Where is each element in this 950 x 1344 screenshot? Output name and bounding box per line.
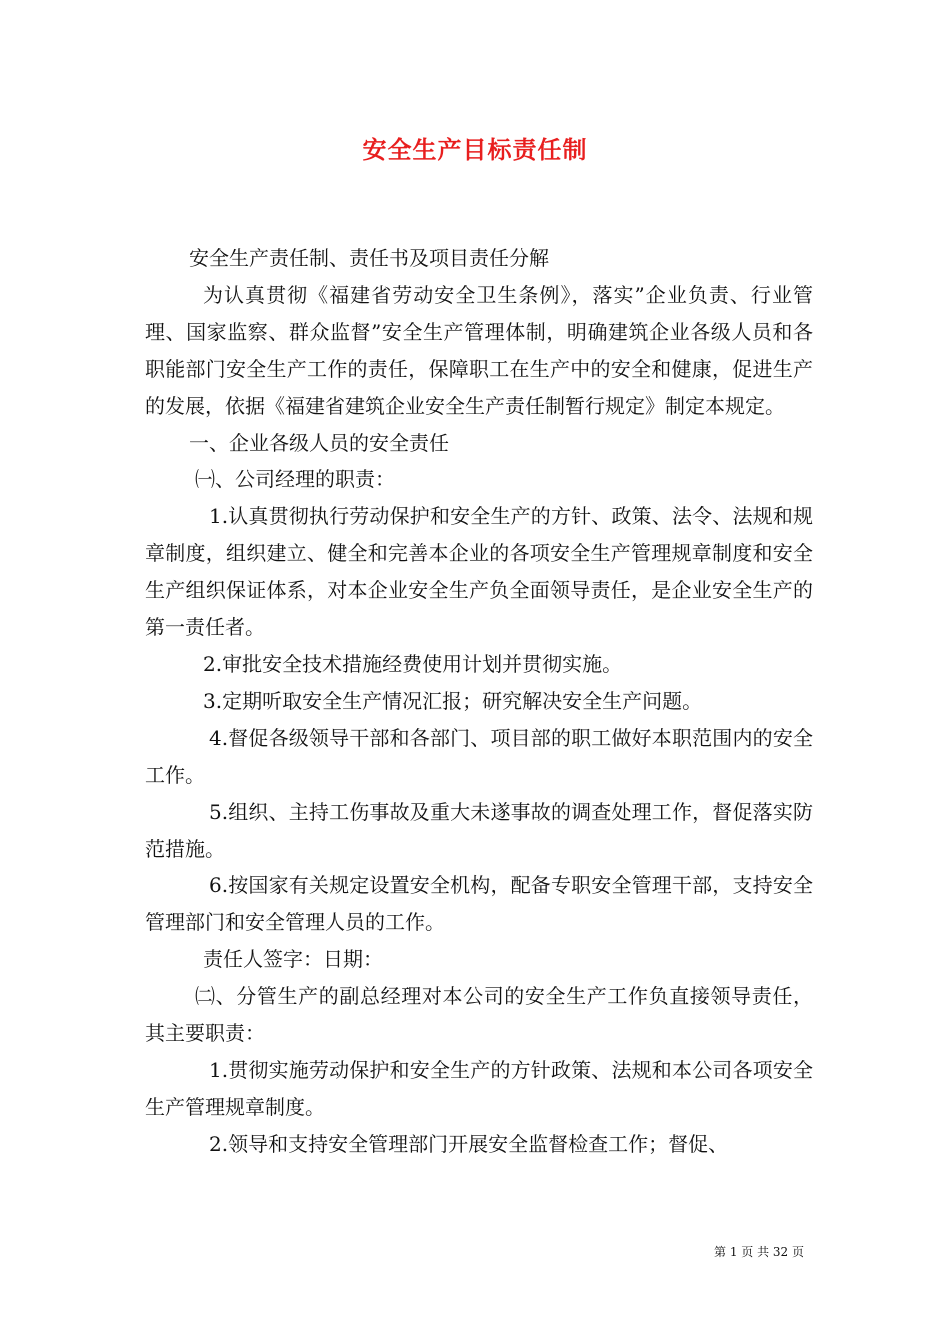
paragraph: ㈡、分管生产的副总经理对本公司的安全生产工作负直接领导责任，其主要职责： bbox=[145, 984, 813, 1046]
paragraph: 2.领导和支持安全管理部门开展安全监督检查工作；督促、 bbox=[209, 1131, 729, 1156]
paragraph: 一、企业各级人员的安全责任 bbox=[189, 430, 449, 455]
document-title: 安全生产目标责任制 bbox=[362, 135, 588, 164]
paragraph: ㈠、公司经理的职责： bbox=[195, 467, 395, 492]
paragraph: 1.贯彻实施劳动保护和安全生产的方针政策、法规和本公司各项安全生产管理规章制度。 bbox=[145, 1057, 813, 1119]
document-body bbox=[145, 240, 813, 1163]
paragraph: 为认真贯彻《福建省劳动安全卫生条例》，落实”企业负责、行业管理、国家监察、群众监督”安全生产管理体制，明确建筑企业各级人员和各职能部门安全生产工作的责任，保障职工在生产中的安全和健康，促进生产的发展，依据《福建省建筑企业安全生产责任制暂行规定》制定本规定。 bbox=[145, 282, 813, 418]
paragraph: 安全生产责任制、责任书及项目责任分解 bbox=[189, 246, 549, 270]
paragraph: 4.督促各级领导干部和各部门、项目部的职工做好本职范围内的安全工作。 bbox=[145, 725, 813, 787]
paragraph: 3.定期听取安全生产情况汇报；研究解决安全生产问题。 bbox=[203, 688, 703, 713]
paragraph: 1.认真贯彻执行劳动保护和安全生产的方针、政策、法令、法规和规章制度，组织建立、健全和完善本企业的各项安全生产管理规章制度和安全生产组织保证体系，对本企业安全生产负全面领导责任，是企业安全生产的第一责任者。 bbox=[145, 504, 813, 640]
paragraph: 2.审批安全技术措施经费使用计划并贯彻实施。 bbox=[203, 651, 623, 676]
paragraph: 5.组织、主持工伤事故及重大未遂事故的调查处理工作，督促落实防范措施。 bbox=[145, 799, 813, 861]
paragraph: 6.按国家有关规定设置安全机构，配备专职安全管理干部，支持安全管理部门和安全管理人员的工作。 bbox=[145, 873, 813, 935]
paragraph: 责任人签字：日期： bbox=[203, 947, 383, 972]
page-number: 第 1 页 共 32 页 bbox=[714, 1245, 804, 1259]
